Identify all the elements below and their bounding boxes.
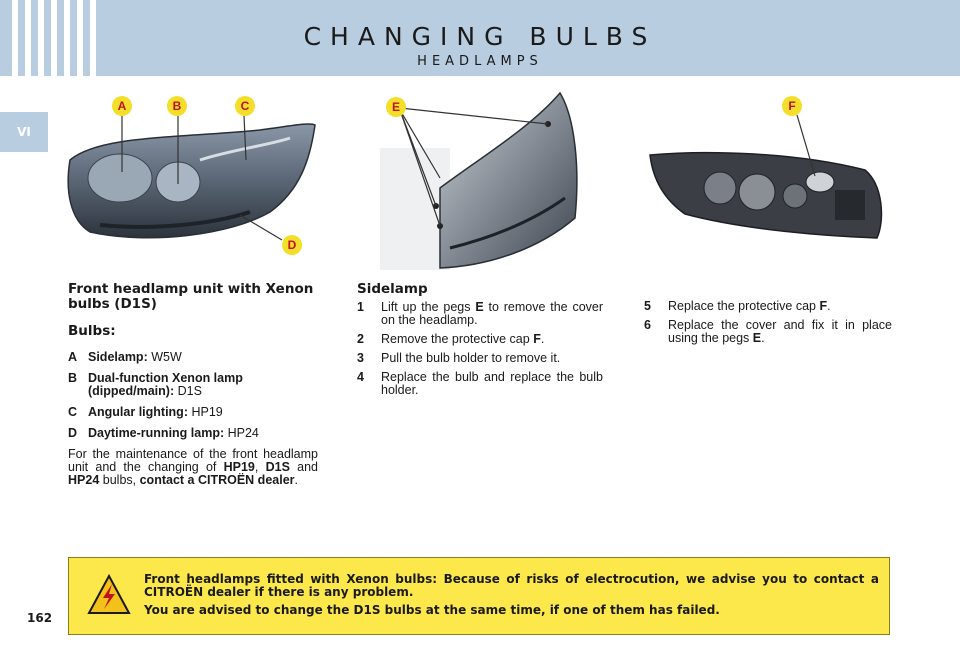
marker-b: B [167, 96, 187, 116]
step-text: Lift up the pegs [381, 300, 471, 314]
note-end: . [294, 473, 298, 487]
bulb-letter: B [68, 371, 78, 385]
step-text-end: to remove the cover on the headlamp. [381, 300, 604, 327]
bulb-item-b [68, 372, 318, 398]
step-text-end: . [827, 299, 831, 313]
chapter-tab: VI [0, 112, 48, 152]
bulb-name: Angular lighting: [88, 405, 188, 419]
step-ref: F [533, 332, 541, 346]
step-ref: E [475, 300, 484, 314]
step-6 [644, 319, 892, 345]
column-sidelamp [357, 282, 603, 403]
step-number: 6 [644, 318, 651, 332]
warning-line-1: Front headlamps fitted with Xenon bulbs: Because of risks of electrocution, we advise you to contact a CITROËN dealer if there is any problem. [144, 572, 879, 599]
step-text: Pull the bulb holder to remove it. [381, 351, 561, 365]
bulb-type: D1S [177, 384, 202, 398]
step-5 [644, 300, 892, 313]
bulb-letter: C [68, 405, 78, 419]
step-text: Replace the cover and fix it in place using the pegs [668, 318, 892, 345]
column-refit [644, 300, 892, 351]
bulb-name: Sidelamp: [88, 350, 148, 364]
bulb-name: Daytime-running lamp: [88, 426, 225, 440]
note-bulbs-word: bulbs, [102, 473, 137, 487]
page-header [0, 0, 960, 76]
note-and: and [297, 460, 318, 474]
step-ref: F [819, 299, 828, 313]
headlamp-front-figure [60, 100, 320, 260]
step-text-end: . [761, 331, 765, 345]
bulb-letter: D [68, 426, 78, 440]
note-bulb-d1s: D1S [265, 460, 290, 474]
step-number: 5 [644, 299, 651, 313]
bulb-type: HP19 [191, 405, 223, 419]
bulb-item-c [68, 406, 318, 419]
bulb-item-a [68, 351, 318, 364]
page-subtitle: HEADLAMPS [417, 54, 543, 69]
warning-line-2: You are advised to change the D1S bulbs at the same time, if one of them has failed. [144, 603, 720, 617]
column-bulbs [68, 282, 318, 487]
step-3 [357, 352, 603, 365]
warning-triangle-icon [87, 574, 131, 616]
step-ref: E [752, 331, 762, 345]
step-text: Replace the protective cap [668, 299, 817, 313]
marker-d: D [282, 235, 302, 255]
note-bulb-hp24: HP24 [68, 473, 100, 487]
bulb-type: HP24 [227, 426, 259, 440]
marker-e: E [386, 97, 406, 117]
step-number: 4 [357, 370, 364, 384]
marker-c: C [235, 96, 255, 116]
step-2 [357, 333, 603, 346]
page-number: 162 [27, 611, 53, 625]
note-bulb-hp19: HP19 [223, 460, 255, 474]
step-text: Replace the bulb and replace the bulb holder. [381, 370, 603, 397]
warning-box [68, 557, 890, 635]
step-number: 2 [357, 332, 364, 346]
warning-text [144, 573, 879, 622]
marker-a: A [112, 96, 132, 116]
bulb-name: Dual-function Xenon lamp (dipped/main): [88, 371, 243, 398]
headlamp-rear-figure [645, 110, 890, 250]
note-contact-dealer: contact a CITROËN dealer [139, 473, 295, 487]
note-text: For the maintenance of the front headlamp unit and the changing of [68, 447, 318, 474]
marker-f: F [782, 96, 802, 116]
step-1 [357, 301, 603, 327]
bulbs-heading: Bulbs: [68, 323, 116, 339]
headlamp-side-figure [380, 88, 590, 270]
step-text-end: . [540, 332, 545, 346]
section-heading-sidelamp: Sidelamp [357, 281, 428, 297]
step-number: 3 [357, 351, 364, 365]
section-heading-headlamp-unit: Front headlamp unit with Xenon bulbs (D1S) [68, 281, 314, 312]
step-text: Remove the protective cap [381, 332, 530, 346]
step-4 [357, 371, 603, 397]
maintenance-note [68, 448, 318, 487]
bulb-item-d [68, 427, 318, 440]
bulb-type: W5W [151, 350, 182, 364]
page-title: CHANGING BULBS [303, 22, 657, 51]
note-separator: , [254, 460, 259, 474]
bulb-letter: A [68, 350, 78, 364]
step-number: 1 [357, 300, 364, 314]
